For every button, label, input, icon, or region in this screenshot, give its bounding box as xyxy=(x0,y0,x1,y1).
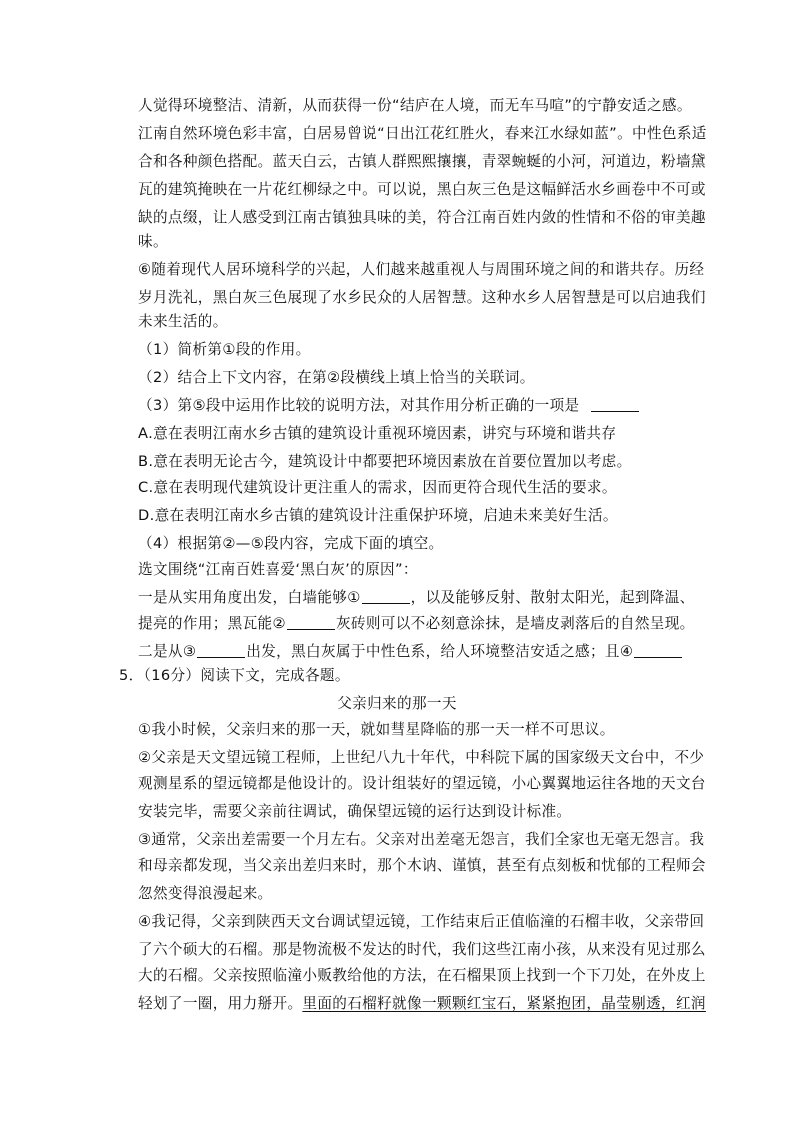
passage-title: 父亲归来的那一天 xyxy=(337,695,457,712)
text-line: 忽然变得浪漫起来。 xyxy=(138,885,273,902)
text-line: 江南自然环境色彩丰富，白居易曾说“日出江花红胜火，春来江水绿如蓝”。中性色系适 xyxy=(138,125,707,142)
text-line: 未来生活的。 xyxy=(138,313,228,330)
text-segment: 一是从实用角度出发，白墙能够① xyxy=(138,589,361,606)
answer-blank[interactable] xyxy=(591,397,639,412)
underlined-text: 里面的石榴籽就像一颗颗红宝石，紧紧抱团，晶莹剔透，红润 xyxy=(302,995,706,1012)
text-line: ⑥随着现代人居环境科学的兴起，人们越来越重视人与周围环境之间的和谐共存。历经 xyxy=(138,261,705,278)
text-segment: 灰砖则可以不必刻意涂抹，是墙皮剥落后的自然呈现。 xyxy=(335,615,695,632)
answer-blank[interactable] xyxy=(362,589,410,604)
text-segment: ，以及能够反射、散射太阳光，起到降温、 xyxy=(410,589,695,606)
fill-line-2 xyxy=(138,614,695,634)
answer-blank[interactable] xyxy=(287,615,335,630)
option-c: C.意在表明现代建筑设计更注重人的需求，因而更符合现代生活的要求。 xyxy=(138,479,617,496)
text-line: 选文围绕“江南百姓喜爱‘黑白灰’的原因”： xyxy=(138,561,418,578)
answer-blank[interactable] xyxy=(634,643,682,658)
question-2: （2）结合上下文内容，在第②段横线上填上恰当的关联词。 xyxy=(138,369,535,386)
text-segment: 二是从③ xyxy=(138,643,197,660)
text-line xyxy=(138,994,706,1014)
option-a: A.意在表明江南水乡古镇的建筑设计重视环境因素，讲究与环境和谐共存 xyxy=(138,425,617,442)
text-line: 瓦的建筑掩映在一片花红柳绿之中。可以说，黑白灰三色是这幅鲜活水乡画卷中不可或 xyxy=(138,181,706,198)
text-line: 人觉得环境整洁、清新，从而获得一份“结庐在人境，而无车马喧”的宁静安适之感。 xyxy=(138,97,692,114)
text-line: 和母亲都发现，当父亲出差归来时，那个木讷、谨慎，甚至有点刻板和忧郁的工程师会 xyxy=(138,857,706,874)
fill-line-3 xyxy=(138,642,683,662)
text-line: ③通常，父亲出差需要一个月左右。父亲对出差毫无怨言，我们全家也无毫无怨言。我 xyxy=(138,831,705,848)
text-line: 大的石榴。父亲按照临潼小贩教给他的方法，在石榴果顶上找到一个下刀处，在外皮上 xyxy=(138,967,706,984)
text-line: 观测星系的望远镜都是他设计的。设计组装好的望远镜，小心翼翼地运往各地的天文台 xyxy=(138,775,706,792)
text-segment: 轻划了一圈，用力掰开。 xyxy=(138,995,303,1012)
text-line: 岁月洗礼，黑白灰三色展现了水乡民众的人居智慧。这种水乡人居智慧是可以启迪我们 xyxy=(138,289,706,306)
option-b: B.意在表明无论古今，建筑设计中都要把环境因素放在首要位置加以考虑。 xyxy=(138,453,632,470)
option-d: D.意在表明江南水乡古镇的建筑设计注重保护环境，启迪未来美好生活。 xyxy=(138,507,618,524)
question-5-header: 5．（16分）阅读下文，完成各题。 xyxy=(119,667,350,684)
text-segment: 出发，黑白灰属于中性色系，给人环境整洁安适之感；且④ xyxy=(246,643,634,660)
fill-line-1 xyxy=(138,588,695,608)
text-line: 了六个硕大的石榴。那是物流极不发达的时代，我们这些江南小孩，从来没有见过那么 xyxy=(138,941,706,958)
text-line: ①我小时候，父亲归来的那一天，就如彗星降临的那一天一样不可思议。 xyxy=(138,721,615,738)
text-line: 合和各种颜色搭配。蓝天白云，古镇人群熙熙攘攘，青翠蜿蜒的小河，河道边，粉墙黛 xyxy=(138,153,706,170)
question-3-text: （3）第⑤段中运用作比较的说明方法，对其作用分析正确的一项是 xyxy=(138,397,580,414)
text-line: ②父亲是天文望远镜工程师，上世纪八九十年代，中科院下属的国家级天文台中，不少 xyxy=(138,749,705,766)
text-segment: 提亮的作用；黑瓦能② xyxy=(138,615,286,632)
question-1: （1）简析第①段的作用。 xyxy=(138,341,311,358)
text-line: ④我记得，父亲到陕西天文台调试望远镜，工作结束后正值临潼的石榴丰收，父亲带回 xyxy=(138,913,705,930)
answer-blank[interactable] xyxy=(197,643,245,658)
text-line: 味。 xyxy=(138,233,168,250)
question-4: （4）根据第②—⑤段内容，完成下面的填空。 xyxy=(138,535,444,552)
text-line: 安装完毕，需要父亲前往调试，确保望远镜的运行达到设计标准。 xyxy=(138,803,572,820)
text-line: 缺的点缀，让人感受到江南古镇独具味的美，符合江南百姓内敛的性情和不俗的审美趣 xyxy=(138,209,706,226)
question-3 xyxy=(138,396,640,416)
